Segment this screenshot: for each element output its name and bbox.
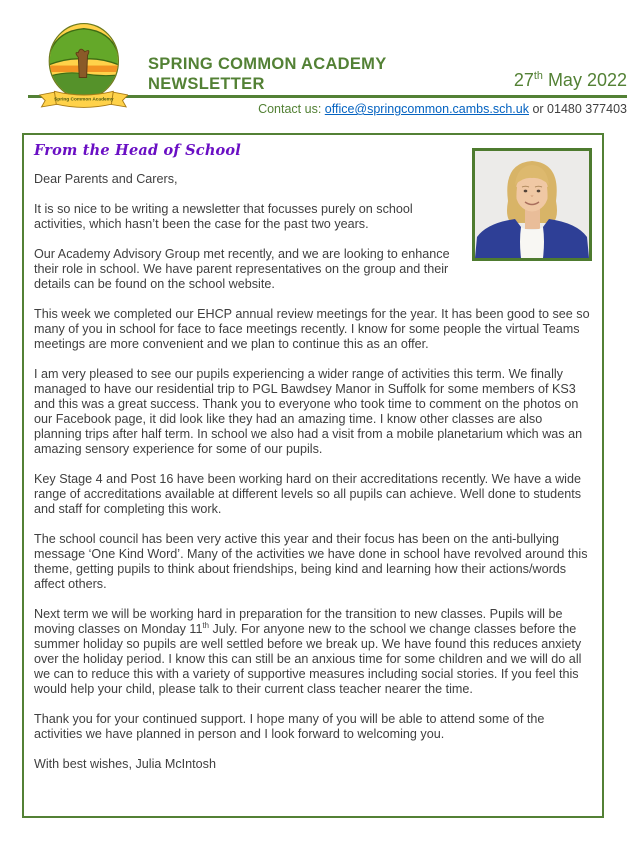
school-logo-graphic [36,20,128,112]
letter-paragraph: Key Stage 4 and Post 16 have been working hard on their accreditations recently. We have a wide range of accreditations available at different levels so all pupils can achieve. Well done to students and staff for completing this work. [34,472,581,516]
issue-date-rest: May 2022 [542,70,627,90]
letter-paragraph: Our Academy Advisory Group met recently, and we are looking to enhance their role in school. We have parent representatives on the group and their details can be found on the school website. [34,247,450,291]
letter-paragraph: Dear Parents and Carers, [34,172,178,186]
letter-paragraph: The school council has been very active this year and their focus has been on the anti-bullying message ‘One Kind Word’. Many of the activities we have done in school have revolved around this theme, getting pupils to think about friendships, being kind and learning how their actions/words affect others. [34,532,588,591]
letter-paragraph: I am very pleased to see our pupils experiencing a wider range of activities this term. We finally managed to have our residential trip to PGL Bawdsey Manor in Suffolk for some members of KS3 and this was a great success. Thank you to everyone who took time to comment on the photos on our Facebook page, it did look like they had an amazing time. I know other classes are also planning trips after half term. In school we also had a visit from a mobile planetarium which was an amazing sensory experience for some of our pupils. [34,367,583,456]
head-of-school-portrait [475,151,589,258]
issue-date-day: 27 [513,70,534,90]
contact-label: Contact us: [258,102,325,116]
newsletter-title-line1: SPRING COMMON ACADEMY [148,55,387,73]
letter-heading: From the Head of School [34,142,242,159]
contact-line [258,102,627,116]
issue-date-suffix: th [533,70,543,82]
contact-email-link[interactable]: office@springcommon.cambs.sch.uk [324,102,529,116]
letter-paragraph: It is so nice to be writing a newsletter that focusses purely on school activities, which hasn’t been the case for the past two years. [34,202,413,231]
issue-date [514,70,627,91]
masthead [148,54,387,94]
letter-paragraph: This week we completed our EHCP annual review meetings for the year. It has been good to see so many of you in school for face to face meetings recently. I know for some people the virtual Teams meetings are more convenient and we plan to continue this as an offer. [34,307,590,351]
logo-ribbon-text: Spring Common Academy [54,97,114,103]
newsletter-title-line2: NEWSLETTER [148,75,265,94]
letter-paragraph: With best wishes, Julia McIntosh [34,757,216,771]
head-of-school-photo [472,148,592,261]
letter-paragraph: Next term we will be working hard in preparation for the transition to new classes. Pupils will be moving classes on Monday 11th July. For anyone new to the school we change classes before the summer holiday so pupils are well settled before we break up. We have found this reduces anxiety over the holiday period. I know this can still be an anxious time for some children and we will do all we can to reduce this with a variety of supportive measures including social stories. If you feel this would help your child, please talk to their current class teacher nearer the time. [34,607,582,696]
letter-paragraph: Thank you for your continued support. I hope many of you will be able to attend some of the activities we have planned in person and I look forward to welcoming you. [34,712,545,741]
letter-box [22,133,604,818]
contact-phone: or 01480 377403 [528,102,627,116]
school-logo [36,20,128,112]
